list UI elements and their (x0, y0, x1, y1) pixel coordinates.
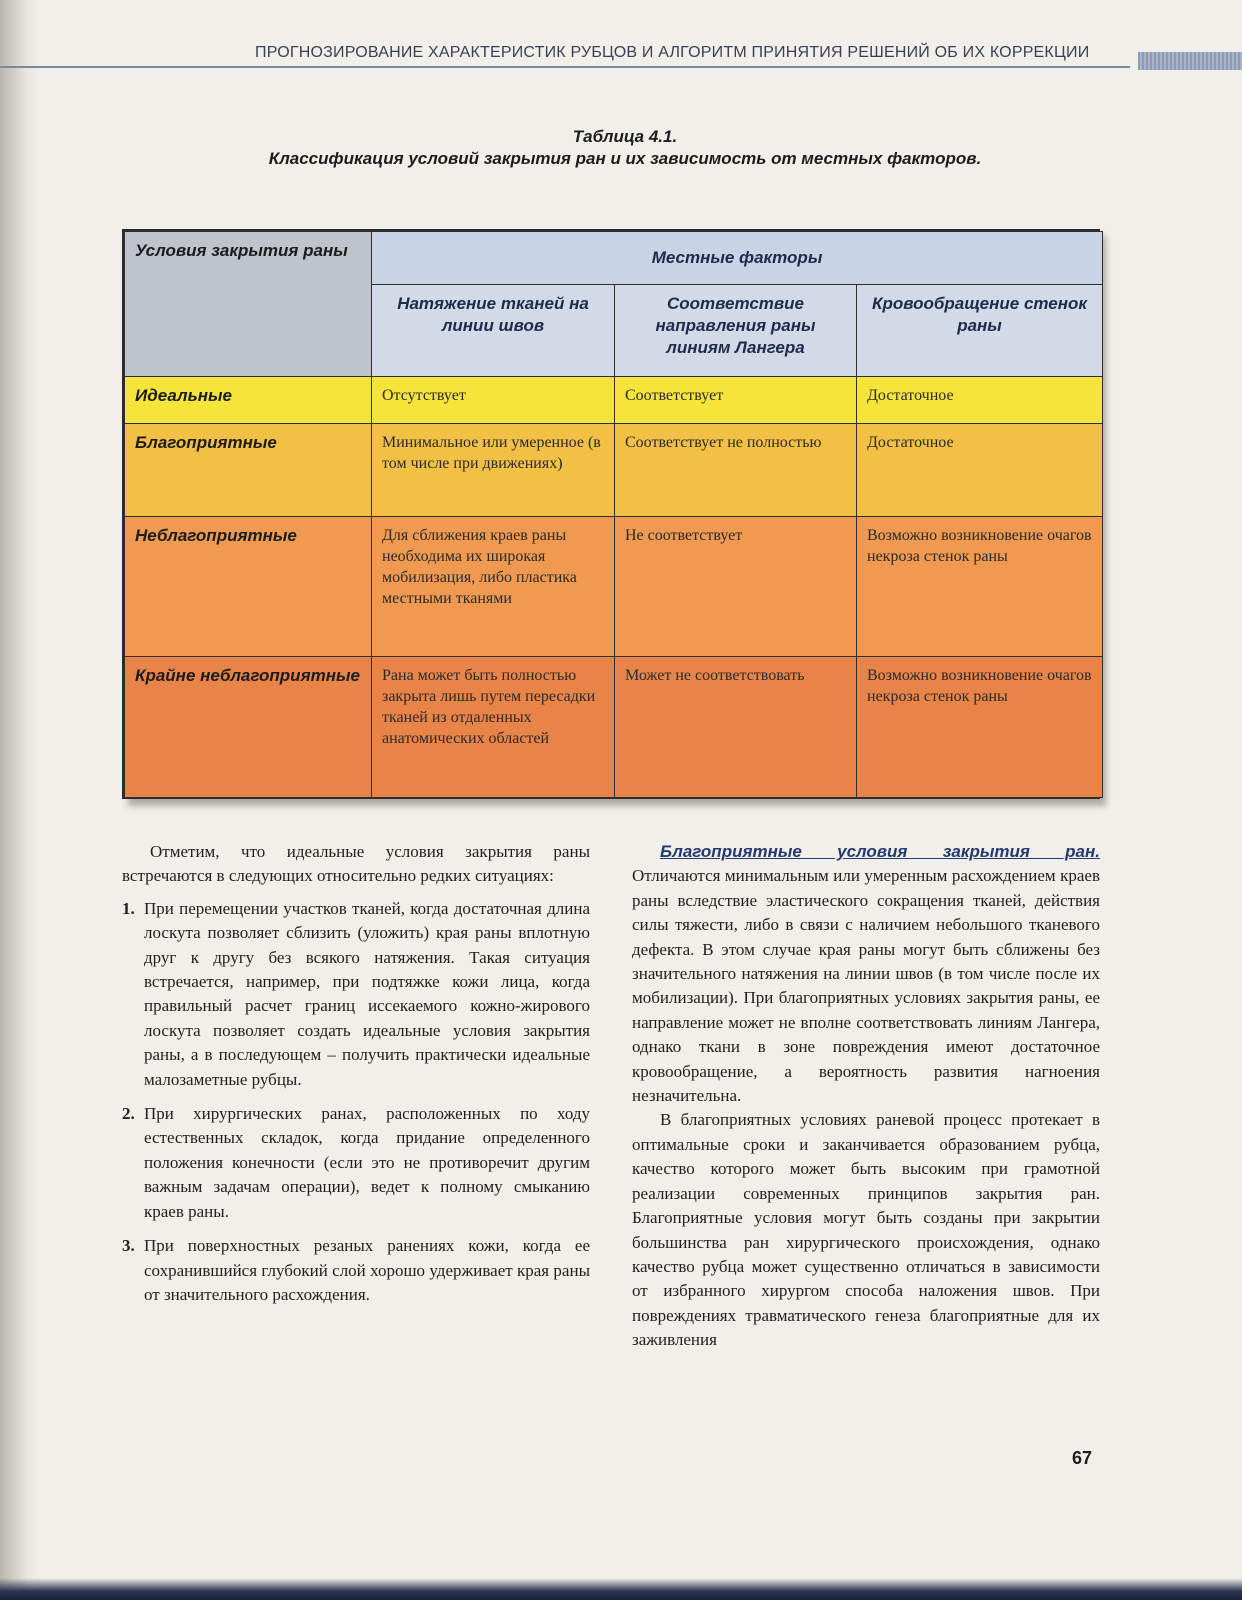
list-item (122, 1234, 590, 1307)
table-cell: Для сближения краев раны необходима их широкая мобилизация, либо пластика местными тканями (372, 517, 615, 657)
header-tab-decoration (1138, 52, 1242, 70)
table-caption (250, 126, 1000, 170)
table-cell: Возможно возникновение очагов некроза стенок раны (857, 657, 1103, 798)
table-corner-header: Условия закрытия раны (125, 232, 372, 377)
table-row (125, 377, 1103, 424)
list-item-text: При поверхностных резаных ранениях кожи, когда ее сохранившийся глубокий слой хорошо удерживает края раны от значительного расхождения. (144, 1236, 590, 1304)
run-in-heading: Благоприятные условия закрытия ран. (660, 842, 1100, 861)
list-number: 2. (122, 1104, 135, 1124)
table-cell: Достаточное (857, 377, 1103, 424)
wound-process-paragraph: В благоприятных условиях раневой процесс протекает в оптимальные сроки и заканчивается образованием рубца, качество которого может быть высоким при грамотной реализации современных принципов закрытия ран. Благоприятные условия могут быть созданы при закрытии большинства ран хирургического происхождения, однако качество рубца может существенно отличаться в зависимости от избранного хирургом способа наложения швов. При повреждениях травматического генеза благоприятные для их заживления (632, 1110, 1100, 1350)
table-cell: Может не соответствовать (615, 657, 857, 798)
row-label: Неблагоприятные (125, 517, 372, 657)
table-row (125, 517, 1103, 657)
page-gutter-shadow (0, 0, 40, 1600)
situations-list (122, 897, 590, 1308)
table-caption-number: Таблица 4.1. (572, 127, 678, 146)
list-number: 3. (122, 1236, 135, 1256)
intro-paragraph: Отметим, что идеальные условия закрытия раны встречаются в следующих относительно редких ситуациях: (122, 842, 590, 886)
row-label: Благоприятные (125, 424, 372, 517)
table-cell: Возможно возникновение очагов некроза стенок раны (857, 517, 1103, 657)
left-text-column (122, 840, 590, 1317)
row-label: Крайне неблагоприятные (125, 657, 372, 798)
list-item-text: При хирургических ранах, расположенных по ходу естественных складок, когда придание определенного положения конечности (если это не противоречит другим важным задачам операции), ведет к полному смыканию краев раны. (144, 1104, 590, 1221)
column-header: Натяжение тканей на линии швов (372, 285, 615, 377)
column-header: Соответствие направления раны линиям Лангера (615, 285, 857, 377)
table-cell: Отсутствует (372, 377, 615, 424)
row-label: Идеальные (125, 377, 372, 424)
table-cell: Минимальное или умеренное (в том числе при движениях) (372, 424, 615, 517)
column-header: Кровообращение стенок раны (857, 285, 1103, 377)
table-cell: Рана может быть полностью закрыта лишь путем пересадки тканей из отдаленных анатомических областей (372, 657, 615, 798)
page-number: 67 (1072, 1448, 1093, 1468)
classification-table (122, 229, 1100, 799)
paragraph-text: Отличаются минимальным или умеренным расхождением краев раны вследствие эластического сокращения тканей, действия силы тяжести, либо в связи с наличием небольшого тканевого дефекта. В этом случае края раны могут быть сближены без значительного натяжения на линии швов (в том числе после их мобилизации). При благоприятных условиях закрытия раны, ее направление может не вполне соответствовать линиям Лангера, однако ткани в зоне повреждения имеют достаточное кровообращение, а вероятность развития нагноения незначительна. (632, 866, 1100, 1106)
table-row (125, 657, 1103, 798)
list-number: 1. (122, 898, 135, 918)
header-rule (0, 66, 1130, 68)
table-cell: Не соответствует (615, 517, 857, 657)
table-row (125, 424, 1103, 517)
table-caption-title: Классификация условий закрытия ран и их зависимость от местных факторов. (268, 149, 982, 168)
table-cell: Соответствует (615, 377, 857, 424)
favorable-conditions-paragraph (632, 840, 1100, 1108)
running-header: ПРОГНОЗИРОВАНИЕ ХАРАКТЕРИСТИК РУБЦОВ И АЛГОРИТМ ПРИНЯТИЯ РЕШЕНИЙ ОБ ИХ КОРРЕКЦИИ (255, 44, 1090, 61)
table-cell: Соответствует не полностью (615, 424, 857, 517)
list-item (122, 897, 590, 1092)
table-group-header: Местные факторы (372, 232, 1103, 285)
list-item-text: При перемещении участков тканей, когда достаточная длина лоскута позволяет сблизить (уложить) края раны вплотную друг к другу без всякого натяжения. Такая ситуация встречается, например, при подтяжке кожи лица, когда правильный расчет границ иссекаемого кожно-жирового лоскута позволяет создать идеальные условия закрытия раны, а в последующем – получить практически идеальные малозаметные рубцы. (144, 898, 590, 1089)
page-bottom-edge (0, 1578, 1242, 1600)
list-item (122, 1102, 590, 1224)
right-text-column (632, 840, 1100, 1353)
table-cell: Достаточное (857, 424, 1103, 517)
